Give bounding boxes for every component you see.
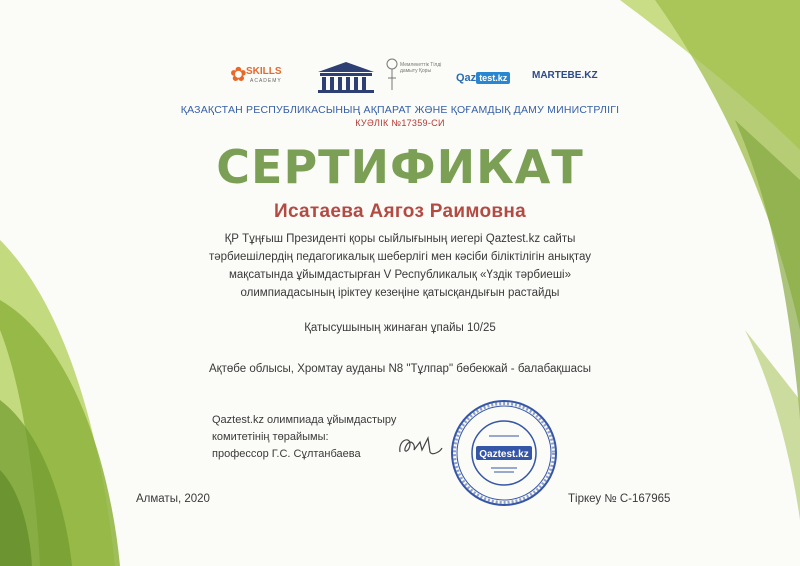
body-line: олимпиадасының іріктеу кезеңіне қатысқандығын растайды <box>240 287 560 299</box>
qaztest-logo <box>456 68 526 86</box>
stamp-text: Qaztest.kz <box>479 449 529 460</box>
certificate-body <box>170 230 630 302</box>
skills-logo-text: SKILLS <box>246 66 282 77</box>
chair-line: профессор Г.С. Сұлтанбаева <box>212 448 361 460</box>
license-number: КУӘЛІК №17359-СИ <box>355 118 445 128</box>
language-fund-text: Мемлекеттік Тілді дамыту Қоры <box>400 62 442 74</box>
qaztest-logo-text: Qaz <box>456 72 477 84</box>
certificate-title: СЕРТИФИКАТ <box>216 140 584 194</box>
committee-chair <box>212 412 412 463</box>
partner-logos <box>226 56 606 100</box>
ministry-heading: ҚАЗАҚСТАН РЕСПУБЛИКАСЫНЫҢ АҚПАРАТ ЖӘНЕ ҚОҒАМДЫҚ ДАМУ МИНИСТРЛІГІ <box>180 104 620 116</box>
language-fund-logo <box>386 56 446 96</box>
daryn-building-logo <box>312 60 380 94</box>
signature-image <box>396 430 444 462</box>
institution-name: Ақтөбе облысы, Хромтау ауданы N8 "Тұлпар" бөбекжай - балабақшасы <box>208 363 592 375</box>
chair-line: комитетінің төрайымы: <box>212 431 329 443</box>
recipient-name: Исатаева Аягоз Раимовна <box>274 201 526 222</box>
skills-logo-subtext: ACADEMY <box>250 78 282 84</box>
city-year: Алматы, 2020 <box>136 493 210 505</box>
body-line: ҚР Тұңғыш Президенті қоры сыйлығының иегері Qaztest.kz сайты <box>224 233 576 245</box>
body-line: мақсатында ұйымдастырған V Республикалық «Үздік тәрбиеші» <box>229 269 571 281</box>
skills-flame-icon: ✿ <box>230 64 247 86</box>
participant-score: Қатысушының жинаған ұпайы 10/25 <box>304 322 496 334</box>
skills-academy-logo <box>226 60 286 94</box>
official-stamp <box>449 398 559 508</box>
registration-number: Тіркеу № С-167965 <box>568 493 671 505</box>
qaztest-logo-box: test.kz <box>476 72 510 84</box>
building-icon <box>312 60 380 94</box>
body-line: тәрбиешілердің педагогикалық шеберлігі мен кәсіби біліктілігін анықтау <box>208 251 592 263</box>
emblem-icon <box>386 56 398 92</box>
chair-line: Qaztest.kz олимпиада ұйымдастыру <box>212 414 397 426</box>
martebe-logo: MARTEBE.KZ <box>532 70 598 81</box>
